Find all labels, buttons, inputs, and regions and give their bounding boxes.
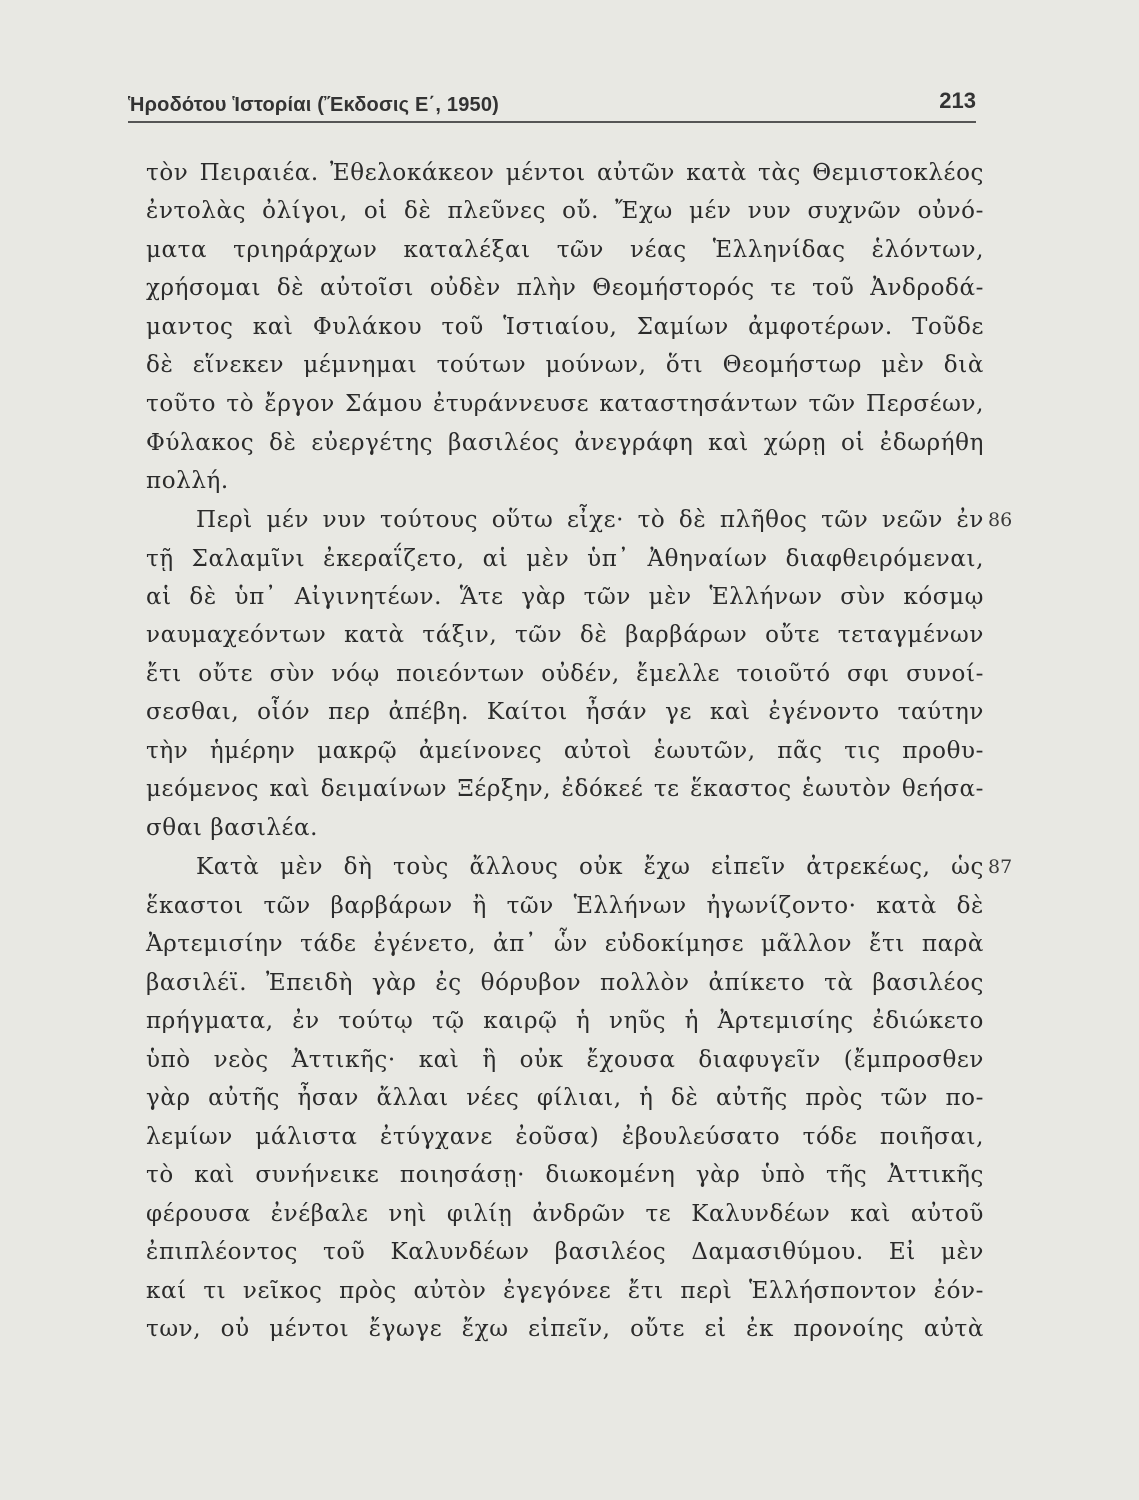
text-line: βασιλέϊ. Ἐπειδὴ γὰρ ἐς θόρυβον πολλὸν ἀπίκετο τὰ βασιλέος: [146, 970, 984, 996]
text-line: πολλή.: [146, 468, 229, 494]
text-line: τῇ Σαλαμῖνι ἐκεραΐζετο, αἱ μὲν ὑπ᾽ Ἀθηναίων διαφθειρόμεναι,: [146, 546, 984, 572]
text-line: χρήσομαι δὲ αὐτοῖσι οὐδὲν πλὴν Θεομήστορός τε τοῦ Ἀνδροδά-: [146, 275, 984, 301]
text-line: τὸν Πειραιέα. Ἐθελοκάκεον μέντοι αὐτῶν κατὰ τὰς Θεμιστοκλέος: [146, 160, 984, 186]
paragraph-start: Περὶ μέν νυν τούτους οὕτω εἶχε· τὸ δὲ πλῆθος τῶν νεῶν ἐν: [196, 507, 984, 533]
text-line: καί τι νεῖκος πρὸς αὐτὸν ἐγεγόνεε ἔτι περὶ Ἑλλήσποντον ἐόν-: [146, 1278, 984, 1304]
chapter-number: 87: [988, 856, 1013, 878]
text-line: τὸ καὶ συνήνεικε ποιησάσῃ· διωκομένη γὰρ ὑπὸ τῆς Ἀττικῆς: [146, 1162, 984, 1188]
text-line: πρήγματα, ἐν τούτῳ τῷ καιρῷ ἡ νηῦς ἡ Ἀρτεμισίης ἐδιώκετο: [146, 1008, 984, 1034]
text-line: δὲ εἵνεκεν μέμνημαι τούτων μούνων, ὅτι Θεομήστωρ μὲν διὰ: [146, 352, 984, 378]
text-line: μεόμενος καὶ δειμαίνων Ξέρξην, ἐδόκεέ τε ἕκαστος ἑωυτὸν θεήσα-: [146, 776, 984, 802]
header-title: Ἡροδότου Ἱστορίαι (Ἔκδοσις Ε΄, 1950): [128, 94, 500, 116]
text-line: σθαι βασιλέα.: [146, 815, 319, 841]
text-line: Ἀρτεμισίην τάδε ἐγένετο, ἀπ᾽ ὧν εὐδοκίμησε μᾶλλον ἔτι παρὰ: [146, 931, 984, 957]
text-line: ἐπιπλέοντος τοῦ Καλυνδέων βασιλέος Δαμασιθύμου. Εἰ μὲν: [146, 1239, 984, 1265]
header-rule: [128, 121, 976, 123]
text-line: ματα τριηράρχων καταλέξαι τῶν νέας Ἑλληνίδας ἑλόντων,: [146, 237, 984, 263]
paragraph-start: Κατὰ μὲν δὴ τοὺς ἄλλους οὐκ ἔχω εἰπεῖν ἀτρεκέως, ὡς: [196, 854, 984, 880]
chapter-number: 86: [988, 509, 1013, 531]
text-line: σεσθαι, οἷόν περ ἀπέβη. Καίτοι ἦσάν γε καὶ ἐγένοντο ταύτην: [146, 699, 984, 725]
text-line: ναυμαχεόντων κατὰ τάξιν, τῶν δὲ βαρβάρων οὔτε τεταγμένων: [146, 622, 984, 648]
text-line: τὴν ἡμέρην μακρῷ ἀμείνονες αὐτοὶ ἑωυτῶν, πᾶς τις προθυ-: [146, 738, 984, 764]
text-line: τοῦτο τὸ ἔργον Σάμου ἐτυράννευσε καταστησάντων τῶν Περσέων,: [146, 391, 984, 417]
text-line: Φύλακος δὲ εὐεργέτης βασιλέος ἀνεγράφη καὶ χώρῃ οἱ ἐδωρήθη: [146, 430, 984, 456]
text-line: αἱ δὲ ὑπ᾽ Αἰγινητέων. Ἅτε γὰρ τῶν μὲν Ἑλλήνων σὺν κόσμῳ: [146, 584, 984, 610]
text-line: ὑπὸ νεὸς Ἀττικῆς· καὶ ἣ οὐκ ἔχουσα διαφυγεῖν (ἔμπροσθεν: [146, 1047, 984, 1073]
text-line: φέρουσα ἐνέβαλε νηὶ φιλίῃ ἀνδρῶν τε Καλυνδέων καὶ αὐτοῦ: [146, 1201, 984, 1227]
running-header: [128, 88, 978, 124]
text-line: των, οὐ μέντοι ἔγωγε ἔχω εἰπεῖν, οὔτε εἰ ἐκ προνοίης αὐτὰ: [146, 1316, 984, 1342]
text-line: ἐντολὰς ὀλίγοι, οἱ δὲ πλεῦνες οὔ. Ἔχω μέν νυν συχνῶν οὐνό-: [146, 198, 984, 224]
page-number: 213: [939, 88, 976, 113]
text-line: ἔτι οὔτε σὺν νόῳ ποιεόντων οὐδέν, ἔμελλε τοιοῦτό σφι συνοί-: [146, 661, 984, 687]
text-line: γὰρ αὐτῆς ἦσαν ἄλλαι νέες φίλιαι, ἡ δὲ αὐτῆς πρὸς τῶν πο-: [146, 1085, 984, 1111]
text-line: ἕκαστοι τῶν βαρβάρων ἢ τῶν Ἑλλήνων ἠγωνίζοντο· κατὰ δὲ: [146, 893, 984, 919]
text-line: μαντος καὶ Φυλάκου τοῦ Ἱστιαίου, Σαμίων ἀμφοτέρων. Τοῦδε: [146, 314, 984, 340]
text-line: λεμίων μάλιστα ἐτύγχανε ἐοῦσα) ἐβουλεύσατο τόδε ποιῆσαι,: [146, 1124, 984, 1150]
